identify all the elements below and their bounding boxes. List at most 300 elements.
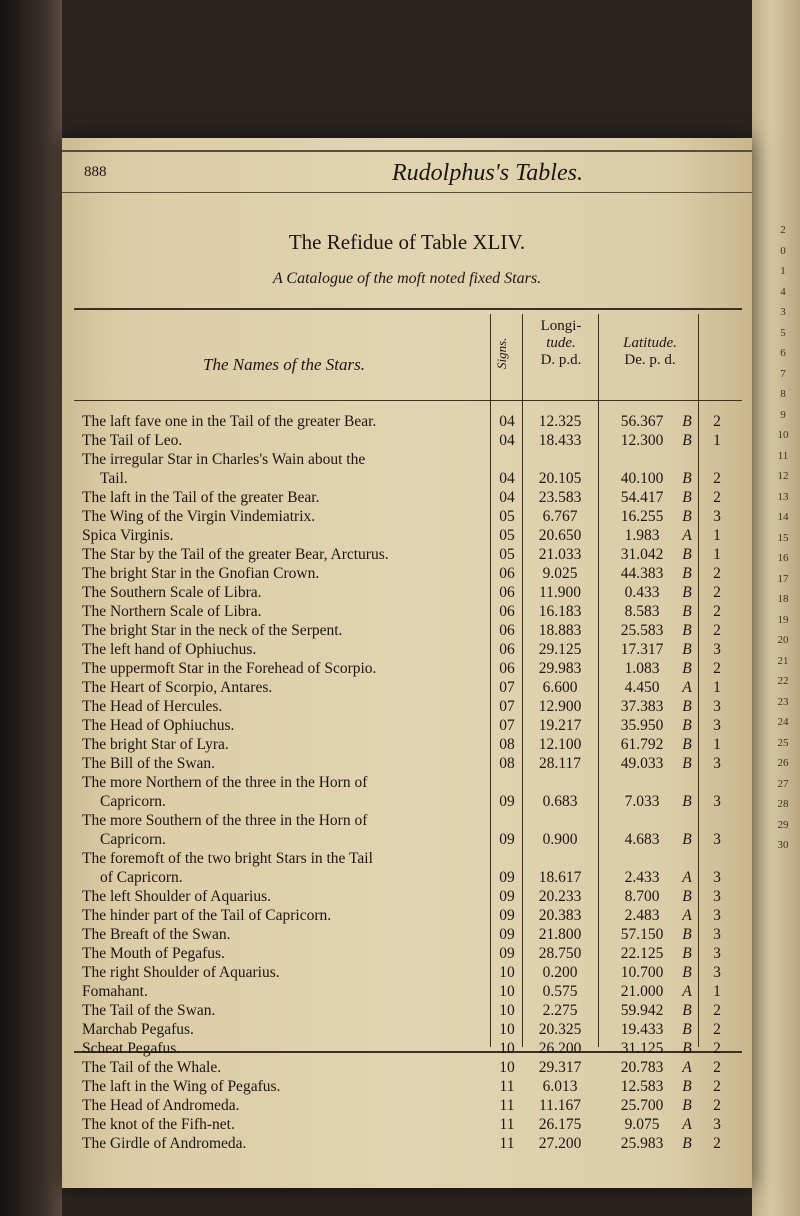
sign-cell: 09	[499, 907, 515, 924]
margin-number: 1	[780, 265, 786, 277]
longitude-cell: 28.117	[538, 755, 582, 772]
star-name	[82, 944, 490, 963]
latitude-cell: 25.583	[620, 622, 664, 639]
margin-number: 27	[777, 777, 789, 790]
longitude-cell: 21.800	[538, 926, 582, 943]
latitude-cell: 7.033	[624, 793, 660, 810]
magnitude-cell: 1	[713, 983, 721, 1000]
latitude-cell: 35.950	[620, 717, 664, 734]
star-name-line: The left hand of Ophiuchus.	[82, 641, 257, 658]
star-name	[82, 754, 490, 773]
latitude-direction-cell: B	[682, 1097, 692, 1114]
latitude-cell: 61.792	[620, 736, 664, 753]
table-row	[74, 735, 742, 754]
margin-number: 23	[777, 695, 789, 708]
table-body	[74, 412, 742, 1153]
longitude-cell: 28.750	[538, 945, 582, 962]
magnitude-cell: 3	[713, 717, 721, 734]
latitude-direction-cell: B	[682, 926, 692, 943]
longitude-cell: 20.383	[538, 907, 582, 924]
magnitude-cell: 2	[713, 470, 721, 487]
header-longitude	[526, 318, 596, 369]
latitude-direction-cell: B	[682, 1021, 692, 1038]
latitude-cell: 1.083	[624, 660, 660, 677]
star-catalogue-table	[74, 308, 742, 1152]
star-name-line: The Tail of the Whale.	[82, 1059, 222, 1076]
header-names: The Names of the Stars.	[203, 355, 365, 374]
table-row	[74, 431, 742, 450]
star-name-line: The Head of Ophiuchus.	[82, 717, 235, 734]
sign-cell: 07	[499, 698, 515, 715]
facing-page-margin-numbers	[770, 220, 796, 856]
sign-cell: 09	[499, 831, 515, 848]
sign-cell: 09	[499, 869, 515, 886]
sign-cell: 06	[499, 584, 515, 601]
latitude-cell: 22.125	[620, 945, 664, 962]
magnitude-cell: 3	[713, 1116, 721, 1133]
star-name-line: The Bill of the Swan.	[82, 755, 216, 772]
longitude-cell: 26.200	[538, 1040, 582, 1057]
star-name	[82, 412, 490, 431]
latitude-direction-cell: B	[682, 945, 692, 962]
table-row	[74, 1115, 742, 1134]
star-name-line: The Star by the Tail of the greater Bear, Arcturus.	[82, 546, 389, 563]
latitude-cell: 40.100	[620, 470, 664, 487]
star-name	[82, 1001, 490, 1020]
longitude-cell: 29.317	[538, 1059, 582, 1076]
table-row	[74, 1058, 742, 1077]
table-row	[74, 716, 742, 735]
margin-number: 5	[780, 326, 786, 339]
table-row	[74, 450, 742, 488]
magnitude-cell: 2	[713, 1040, 721, 1057]
star-name	[82, 507, 490, 526]
star-name	[82, 906, 490, 925]
latitude-direction-cell: B	[682, 470, 692, 487]
sign-cell: 09	[499, 888, 515, 905]
magnitude-cell: 2	[713, 622, 721, 639]
margin-number: 25	[777, 736, 789, 749]
header-longitude-line1: Longi-	[540, 318, 582, 334]
latitude-cell: 8.583	[624, 603, 660, 620]
sign-cell: 11	[499, 1116, 515, 1133]
latitude-direction-cell: B	[682, 1002, 692, 1019]
book-page	[62, 138, 752, 1188]
latitude-direction-cell: A	[682, 679, 692, 696]
latitude-direction-cell: B	[682, 698, 692, 715]
latitude-direction-cell: B	[682, 584, 692, 601]
margin-number: 16	[777, 552, 789, 564]
latitude-cell: 37.383	[620, 698, 664, 715]
sign-cell: 05	[499, 527, 515, 544]
latitude-cell: 17.317	[620, 641, 664, 658]
latitude-cell: 56.367	[620, 413, 664, 430]
magnitude-cell: 3	[713, 888, 721, 905]
margin-number: 6	[780, 347, 786, 359]
star-name-line: The right Shoulder of Aquarius.	[82, 964, 280, 981]
margin-number: 4	[780, 285, 786, 298]
star-name-line: The Mouth of Pegafus.	[82, 945, 225, 962]
header-latitude-line2: De. p. d.	[624, 352, 676, 368]
magnitude-cell: 2	[713, 603, 721, 620]
margin-number: 18	[777, 593, 789, 605]
sign-cell: 04	[499, 489, 515, 506]
longitude-cell: 0.200	[542, 964, 578, 981]
star-name-continuation: Capricorn.	[100, 831, 166, 848]
longitude-cell: 20.233	[538, 888, 582, 905]
magnitude-cell: 2	[713, 1002, 721, 1019]
magnitude-cell: 2	[713, 565, 721, 582]
latitude-cell: 49.033	[620, 755, 664, 772]
star-name-line: The bright Star in the Gnofian Crown.	[82, 565, 320, 582]
sign-cell: 04	[499, 470, 515, 487]
latitude-direction-cell: B	[682, 622, 692, 639]
longitude-cell: 20.105	[538, 470, 582, 487]
table-row	[74, 906, 742, 925]
table-top-rule	[74, 308, 742, 310]
star-name	[82, 925, 490, 944]
star-name-line: The more Northern of the three in the Horn of	[82, 774, 368, 791]
star-name-line: The Head of Andromeda.	[82, 1097, 240, 1114]
latitude-direction-cell: A	[682, 1059, 692, 1076]
table-row	[74, 944, 742, 963]
star-name	[82, 773, 490, 811]
star-name	[82, 1096, 490, 1115]
margin-number: 26	[777, 757, 789, 769]
latitude-cell: 54.417	[620, 489, 664, 506]
star-name-line: The bright Star of Lyra.	[82, 736, 229, 753]
latitude-cell: 16.255	[620, 508, 664, 525]
latitude-cell: 59.942	[620, 1002, 664, 1019]
star-name	[82, 887, 490, 906]
star-name	[82, 1058, 490, 1077]
margin-number: 15	[777, 531, 789, 544]
longitude-cell: 6.013	[542, 1078, 578, 1095]
margin-number: 0	[780, 244, 786, 257]
table-row	[74, 507, 742, 526]
header-latitude-line1: Latitude.	[623, 335, 677, 351]
star-name	[82, 545, 490, 564]
latitude-direction-cell: B	[682, 641, 692, 658]
sign-cell: 07	[499, 717, 515, 734]
sign-cell: 10	[499, 1059, 515, 1076]
star-name	[82, 659, 490, 678]
latitude-cell: 25.700	[620, 1097, 664, 1114]
magnitude-cell: 3	[713, 926, 721, 943]
latitude-direction-cell: B	[682, 793, 692, 810]
star-name-line: The uppermoft Star in the Forehead of Scorpio.	[82, 660, 377, 677]
star-name	[82, 450, 490, 488]
longitude-cell: 20.650	[538, 527, 582, 544]
table-row	[74, 982, 742, 1001]
latitude-direction-cell: A	[682, 869, 692, 886]
star-name-line: Scheat Pegafus.	[82, 1040, 181, 1057]
sign-cell: 04	[499, 413, 515, 430]
star-name	[82, 697, 490, 716]
catalogue-title: A Catalogue of the moft noted fixed Stars.	[272, 270, 542, 287]
magnitude-cell: 2	[713, 584, 721, 601]
sign-cell: 10	[499, 983, 515, 1000]
star-name-line: The Northern Scale of Libra.	[82, 603, 262, 620]
header-longitude-line2: tude.	[546, 335, 576, 351]
margin-number: 8	[780, 388, 786, 400]
magnitude-cell: 2	[713, 1097, 721, 1114]
table-row	[74, 1077, 742, 1096]
latitude-direction-cell: B	[682, 489, 692, 506]
sign-cell: 09	[499, 945, 515, 962]
header-latitude	[602, 335, 698, 369]
book-gutter-shadow	[0, 0, 62, 1216]
table-row	[74, 412, 742, 431]
star-name	[82, 735, 490, 754]
star-name-line: The Breaft of the Swan.	[82, 926, 231, 943]
margin-number: 3	[780, 306, 786, 318]
table-row	[74, 1039, 742, 1058]
magnitude-cell: 3	[713, 755, 721, 772]
latitude-cell: 10.700	[620, 964, 664, 981]
star-name-continuation: Capricorn.	[100, 793, 166, 810]
latitude-cell: 31.042	[620, 546, 664, 563]
table-row	[74, 678, 742, 697]
star-name-line: The hinder part of the Tail of Capricorn.	[82, 907, 332, 924]
sign-cell: 05	[499, 546, 515, 563]
latitude-cell: 2.433	[624, 869, 660, 886]
latitude-cell: 44.383	[620, 565, 664, 582]
star-name	[82, 640, 490, 659]
latitude-direction-cell: B	[682, 1135, 692, 1152]
longitude-cell: 11.167	[538, 1097, 582, 1114]
sign-cell: 05	[499, 508, 515, 525]
longitude-cell: 6.767	[542, 508, 578, 525]
latitude-direction-cell: B	[682, 1078, 692, 1095]
margin-number: 2	[780, 224, 786, 236]
magnitude-cell: 3	[713, 698, 721, 715]
star-name-line: The Tail of the Swan.	[82, 1002, 216, 1019]
table-row	[74, 1134, 742, 1153]
longitude-cell: 21.033	[538, 546, 582, 563]
margin-number: 30	[777, 839, 789, 851]
sign-cell: 07	[499, 679, 515, 696]
magnitude-cell: 1	[713, 679, 721, 696]
sign-cell: 04	[499, 432, 515, 449]
latitude-cell: 20.783	[620, 1059, 664, 1076]
star-name-continuation: of Capricorn.	[100, 869, 183, 886]
margin-number: 22	[777, 675, 789, 687]
star-name	[82, 678, 490, 697]
margin-number: 11	[777, 449, 789, 462]
latitude-cell: 12.583	[620, 1078, 664, 1095]
star-name	[82, 1077, 490, 1096]
table-row	[74, 697, 742, 716]
latitude-cell: 19.433	[620, 1021, 664, 1038]
star-name	[82, 963, 490, 982]
latitude-cell: 31.125	[620, 1040, 664, 1057]
star-name-line: The Southern Scale of Libra.	[82, 584, 262, 601]
star-name-line: The left Shoulder of Aquarius.	[82, 888, 271, 905]
magnitude-cell: 1	[713, 546, 721, 563]
latitude-direction-cell: B	[682, 964, 692, 981]
latitude-cell: 2.483	[624, 907, 660, 924]
star-name	[82, 1115, 490, 1134]
magnitude-cell: 2	[713, 489, 721, 506]
latitude-direction-cell: B	[682, 432, 692, 449]
longitude-cell: 18.617	[538, 869, 582, 886]
magnitude-cell: 1	[713, 432, 721, 449]
header-signs: Signs.	[494, 337, 509, 370]
magnitude-cell: 3	[713, 869, 721, 886]
magnitude-cell: 3	[713, 907, 721, 924]
star-name-line: The Heart of Scorpio, Antares.	[82, 679, 273, 696]
table-row	[74, 773, 742, 811]
magnitude-cell: 2	[713, 1135, 721, 1152]
star-name	[82, 602, 490, 621]
table-row	[74, 1001, 742, 1020]
latitude-direction-cell: A	[682, 907, 692, 924]
sign-cell: 10	[499, 964, 515, 981]
star-name	[82, 811, 490, 849]
star-name	[82, 431, 490, 450]
longitude-cell: 18.883	[538, 622, 582, 639]
table-row	[74, 811, 742, 849]
sign-cell: 09	[499, 793, 515, 810]
sign-cell: 10	[499, 1040, 515, 1057]
longitude-cell: 6.600	[542, 679, 578, 696]
sign-cell: 11	[499, 1078, 515, 1095]
star-name-line: The laft in the Tail of the greater Bear.	[82, 489, 320, 506]
magnitude-cell: 2	[713, 1059, 721, 1076]
star-name-line: Marchab Pegafus.	[82, 1021, 194, 1038]
sign-cell: 08	[499, 755, 515, 772]
latitude-direction-cell: B	[682, 831, 692, 848]
margin-number: 20	[777, 634, 789, 646]
star-name-line: Fomahant.	[82, 983, 148, 1000]
table-row	[74, 849, 742, 887]
longitude-cell: 29.125	[538, 641, 582, 658]
margin-number: 14	[777, 511, 789, 523]
sign-cell: 06	[499, 565, 515, 582]
star-name-line: The Tail of Leo.	[82, 432, 183, 449]
page-header	[62, 160, 752, 190]
table-row	[74, 887, 742, 906]
longitude-cell: 12.325	[538, 413, 582, 430]
latitude-direction-cell: A	[682, 983, 692, 1000]
star-name	[82, 488, 490, 507]
margin-number: 7	[780, 367, 786, 380]
header-rule	[62, 192, 752, 193]
sign-cell: 08	[499, 736, 515, 753]
magnitude-cell: 2	[713, 413, 721, 430]
longitude-cell: 9.025	[542, 565, 578, 582]
star-name-line: The bright Star in the neck of the Serpent.	[82, 622, 343, 639]
latitude-cell: 9.075	[624, 1116, 660, 1133]
margin-number: 28	[777, 798, 789, 810]
longitude-cell: 29.983	[538, 660, 582, 677]
sign-cell: 06	[499, 660, 515, 677]
star-name-line: The Head of Hercules.	[82, 698, 223, 715]
longitude-cell: 16.183	[538, 603, 582, 620]
star-name	[82, 716, 490, 735]
latitude-direction-cell: B	[682, 508, 692, 525]
header-longitude-line3: D. p.d.	[540, 352, 582, 368]
star-name	[82, 1020, 490, 1039]
margin-number: 21	[777, 654, 789, 667]
latitude-cell: 4.683	[624, 831, 660, 848]
latitude-cell: 8.700	[624, 888, 660, 905]
latitude-direction-cell: B	[682, 546, 692, 563]
longitude-cell: 0.683	[542, 793, 578, 810]
latitude-cell: 12.300	[620, 432, 664, 449]
page-number: 888	[84, 164, 107, 180]
table-row	[74, 545, 742, 564]
latitude-direction-cell: B	[682, 660, 692, 677]
latitude-direction-cell: A	[682, 527, 692, 544]
latitude-cell: 57.150	[620, 926, 664, 943]
longitude-cell: 23.583	[538, 489, 582, 506]
latitude-direction-cell: B	[682, 1040, 692, 1057]
longitude-cell: 12.100	[538, 736, 582, 753]
magnitude-cell: 3	[713, 508, 721, 525]
latitude-direction-cell: B	[682, 565, 692, 582]
sign-cell: 10	[499, 1021, 515, 1038]
table-row	[74, 1096, 742, 1115]
margin-number: 24	[777, 716, 789, 728]
running-title: Rudolphus's Tables.	[392, 160, 583, 186]
latitude-cell: 1.983	[624, 527, 660, 544]
table-row	[74, 564, 742, 583]
latitude-cell: 25.983	[620, 1135, 664, 1152]
margin-number: 13	[777, 490, 789, 503]
longitude-cell: 0.900	[542, 831, 578, 848]
top-rule	[62, 150, 752, 152]
star-name	[82, 621, 490, 640]
table-row	[74, 640, 742, 659]
longitude-cell: 2.275	[542, 1002, 578, 1019]
star-name-line: The laft in the Wing of Pegafus.	[82, 1078, 281, 1095]
star-name-line: The more Southern of the three in the Horn of	[82, 812, 368, 829]
latitude-direction-cell: A	[682, 1116, 692, 1133]
magnitude-cell: 3	[713, 831, 721, 848]
table-row	[74, 488, 742, 507]
table-row	[74, 754, 742, 773]
latitude-direction-cell: B	[682, 736, 692, 753]
star-name	[82, 583, 490, 602]
star-name	[82, 849, 490, 887]
margin-number: 9	[780, 408, 786, 421]
star-name	[82, 1039, 490, 1058]
margin-number: 29	[777, 818, 789, 831]
star-name-line: The knot of the Fifh-net.	[82, 1116, 235, 1133]
sign-cell: 06	[499, 603, 515, 620]
star-name	[82, 1134, 490, 1153]
star-name	[82, 526, 490, 545]
table-row	[74, 925, 742, 944]
star-name-line: The foremoft of the two bright Stars in the Tail	[82, 850, 373, 867]
longitude-cell: 18.433	[538, 432, 582, 449]
longitude-cell: 27.200	[538, 1135, 582, 1152]
longitude-cell: 20.325	[538, 1021, 582, 1038]
magnitude-cell: 3	[713, 793, 721, 810]
latitude-direction-cell: B	[682, 603, 692, 620]
magnitude-cell: 1	[713, 736, 721, 753]
star-name-line: The laft fave one in the Tail of the greater Bear.	[82, 413, 377, 430]
magnitude-cell: 1	[713, 527, 721, 544]
latitude-direction-cell: B	[682, 755, 692, 772]
table-row	[74, 1020, 742, 1039]
star-name-line: The irregular Star in Charles's Wain about the	[82, 451, 366, 468]
sign-cell: 11	[499, 1097, 515, 1114]
latitude-direction-cell: B	[682, 888, 692, 905]
star-name-line: Spica Virginis.	[82, 527, 174, 544]
